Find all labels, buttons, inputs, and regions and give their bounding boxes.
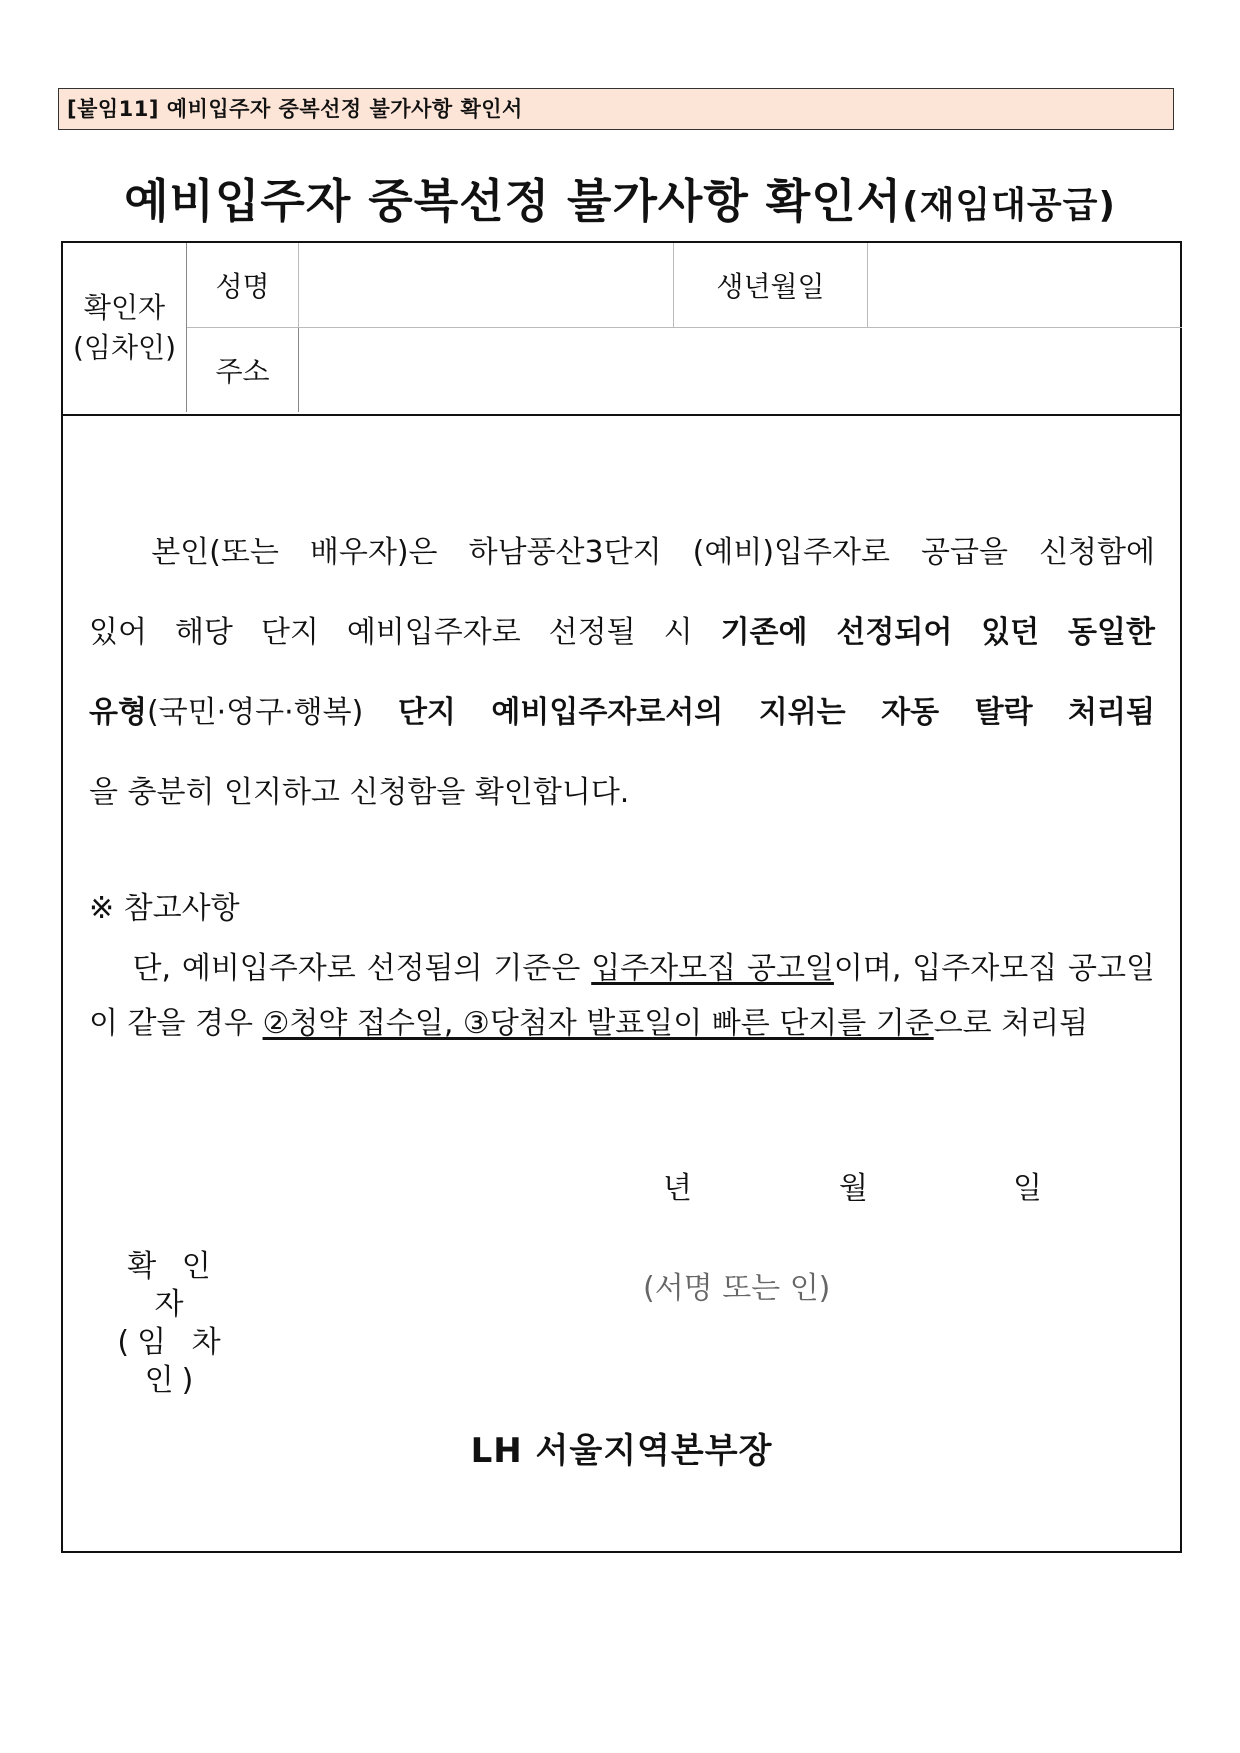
- issuer-name: LH 서울지역본부장: [470, 1431, 773, 1471]
- attachment-label: [붙임11] 예비입주자 중복선정 불가사항 확인서: [58, 88, 1174, 130]
- birthdate-label: 생년월일: [674, 243, 868, 328]
- signature-hint[interactable]: (서명 또는 인): [643, 1271, 831, 1306]
- date-year: 년: [663, 1171, 692, 1206]
- statement-line-2-plain: 있어 해당 단지 예비입주자로 선정될 시: [89, 615, 693, 650]
- page-title: [0, 165, 1240, 231]
- statement-line-1: [89, 513, 1155, 593]
- birthdate-field[interactable]: [868, 243, 1182, 328]
- statement-line-3-bold-a: 유형: [89, 695, 147, 730]
- date-day: 일: [1013, 1171, 1042, 1206]
- note-line-2-prefix: 이 같을 경우: [89, 1006, 253, 1041]
- form-frame: [61, 241, 1182, 1553]
- note-line-1-underline: 입주자모집 공고일: [591, 951, 834, 986]
- note-line-1-suffix: 이며, 입주자모집 공고일: [833, 951, 1155, 986]
- name-label: 성명: [187, 243, 299, 328]
- statement-line-2-bold: 기존에 선정되어 있던 동일한: [720, 615, 1155, 650]
- statement-line-3-plain: (국민·영구·행복): [146, 695, 364, 730]
- date-month: 월: [839, 1171, 868, 1206]
- note-line-1-prefix: 단, 예비입주자로 선정됨의 기준은: [132, 951, 581, 986]
- tenant-label: (임차인): [73, 330, 176, 364]
- signer-line-2: (임 차 인): [117, 1325, 229, 1398]
- statement-line-3-bold-b: 단지 예비입주자로서의 지위는 자동 탈락 처리됨: [397, 695, 1155, 730]
- signer-label: [103, 1248, 243, 1400]
- signer-line-1: 확 인 자: [127, 1249, 219, 1322]
- statement-line-1-text: 본인(또는 배우자)은 하남풍산3단지 (예비)입주자로 공급을 신청함에: [151, 535, 1155, 570]
- address-field[interactable]: [299, 328, 1182, 412]
- statement-paragraph: [89, 513, 1155, 833]
- title-main: 예비입주자 중복선정 불가사항 확인서: [124, 174, 903, 228]
- name-field[interactable]: [299, 243, 674, 328]
- note-line-2-suffix: 으로 처리됨: [933, 1006, 1089, 1041]
- applicant-info-table: [63, 243, 1180, 416]
- note-title: ※ 참고사항: [89, 891, 240, 926]
- statement-line-3: [89, 673, 1155, 753]
- note-line-2: [89, 998, 1155, 1042]
- note-line-2-underline: ②청약 접수일, ③당첨자 발표일이 빠른 단지를 기준: [262, 1006, 934, 1041]
- statement-line-4: 을 충분히 인지하고 신청함을 확인합니다.: [89, 775, 630, 810]
- applicant-group-label: [63, 243, 187, 412]
- title-sub: (재임대공급): [902, 185, 1116, 226]
- address-label: 주소: [187, 328, 299, 412]
- applicant-label: 확인자: [83, 290, 166, 324]
- statement-line-2: [89, 593, 1155, 673]
- note-line-1: [89, 943, 1155, 987]
